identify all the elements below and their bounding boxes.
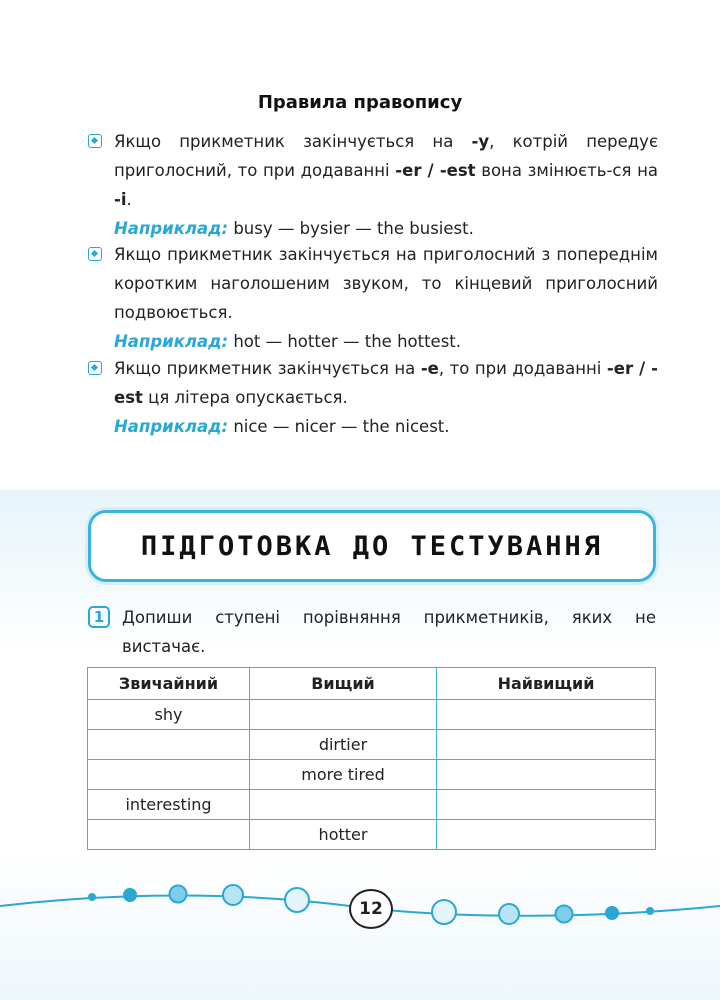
wave-dot — [170, 886, 187, 903]
page-number: 12 — [349, 889, 393, 929]
rule-example — [114, 412, 658, 441]
table-row — [88, 700, 656, 730]
task-number: 1 — [88, 606, 110, 628]
rule-example — [114, 327, 658, 356]
table-cell[interactable]: interesting — [88, 790, 250, 820]
column-header: Звичайний — [88, 668, 250, 700]
table-cell[interactable] — [88, 760, 250, 790]
wave-dot — [88, 893, 96, 901]
rule-segment: Якщо прикметник закінчується на — [114, 132, 472, 151]
table-cell[interactable] — [250, 790, 437, 820]
rule-emphasis: -er / -est — [114, 359, 658, 407]
example-label: Наприклад: — [114, 417, 229, 436]
column-header: Вищий — [250, 668, 437, 700]
example-text: nice — nicer — the nicest. — [233, 417, 450, 436]
rule-emphasis: -i — [114, 190, 127, 209]
table-cell[interactable] — [437, 700, 656, 730]
rule-segment: ця літера опускається. — [142, 388, 348, 407]
rule-segment: , котрій передує приголосний, то при додаванні — [114, 132, 659, 180]
rule-text — [114, 240, 658, 327]
rule-emphasis: -er / -est — [395, 161, 476, 180]
rule-item-2 — [88, 240, 658, 356]
table-cell[interactable]: hotter — [250, 820, 437, 850]
rule-segment: . — [126, 190, 132, 209]
wave-dot — [499, 904, 519, 924]
wave-dot — [646, 907, 654, 915]
example-text: hot — hotter — the hottest. — [233, 332, 462, 351]
task-instruction: Допиши ступені порівняння прикметників, яких не вистачає. — [122, 608, 656, 656]
wave-dot — [432, 900, 456, 924]
table-cell[interactable]: shy — [88, 700, 250, 730]
table-cell[interactable] — [437, 760, 656, 790]
table-row — [88, 790, 656, 820]
section-title: ПІДГОТОВКА ДО ТЕСТУВАННЯ — [88, 510, 656, 582]
table-cell[interactable] — [250, 700, 437, 730]
rule-segment: , то при додаванні — [438, 359, 607, 378]
table-row — [88, 820, 656, 850]
rule-emphasis: -y — [471, 132, 490, 151]
rule-segment: вона змінюєть-ся на — [475, 161, 658, 180]
table-header-row — [88, 668, 656, 700]
wave-dot — [556, 906, 573, 923]
task-1 — [88, 603, 656, 661]
rules-title: Правила правопису — [257, 92, 463, 113]
wave-dot — [285, 888, 309, 912]
table-cell[interactable]: more tired — [250, 760, 437, 790]
diamond-bullet-icon — [88, 247, 102, 261]
rule-example — [114, 214, 658, 243]
table-cell[interactable] — [88, 820, 250, 850]
column-header: Найвищий — [437, 668, 656, 700]
example-label: Наприклад: — [114, 219, 229, 238]
table-cell[interactable] — [437, 820, 656, 850]
rule-emphasis: -e — [420, 359, 439, 378]
rule-item-1 — [88, 127, 658, 243]
table-cell[interactable] — [437, 790, 656, 820]
diamond-bullet-icon — [88, 134, 102, 148]
comparison-table — [87, 667, 656, 850]
table-row — [88, 730, 656, 760]
example-label: Наприклад: — [114, 332, 229, 351]
example-text: busy — bysier — the busiest. — [233, 219, 474, 238]
wave-dot — [123, 888, 137, 902]
rule-text — [114, 354, 658, 412]
wave-dot — [605, 906, 619, 920]
table-cell[interactable] — [437, 730, 656, 760]
wave-dot — [223, 885, 243, 905]
rule-segment: Якщо прикметник закінчується на — [114, 359, 421, 378]
table-cell[interactable] — [88, 730, 250, 760]
diamond-bullet-icon — [88, 361, 102, 375]
table-cell[interactable]: dirtier — [250, 730, 437, 760]
rule-item-3 — [88, 354, 658, 441]
rule-segment: Якщо прикметник закінчується на приголосний з попереднім коротким наголошеним звуком, то кінцевий приголосний подвоюється. — [114, 245, 658, 322]
rule-text — [114, 127, 658, 214]
table-row — [88, 760, 656, 790]
